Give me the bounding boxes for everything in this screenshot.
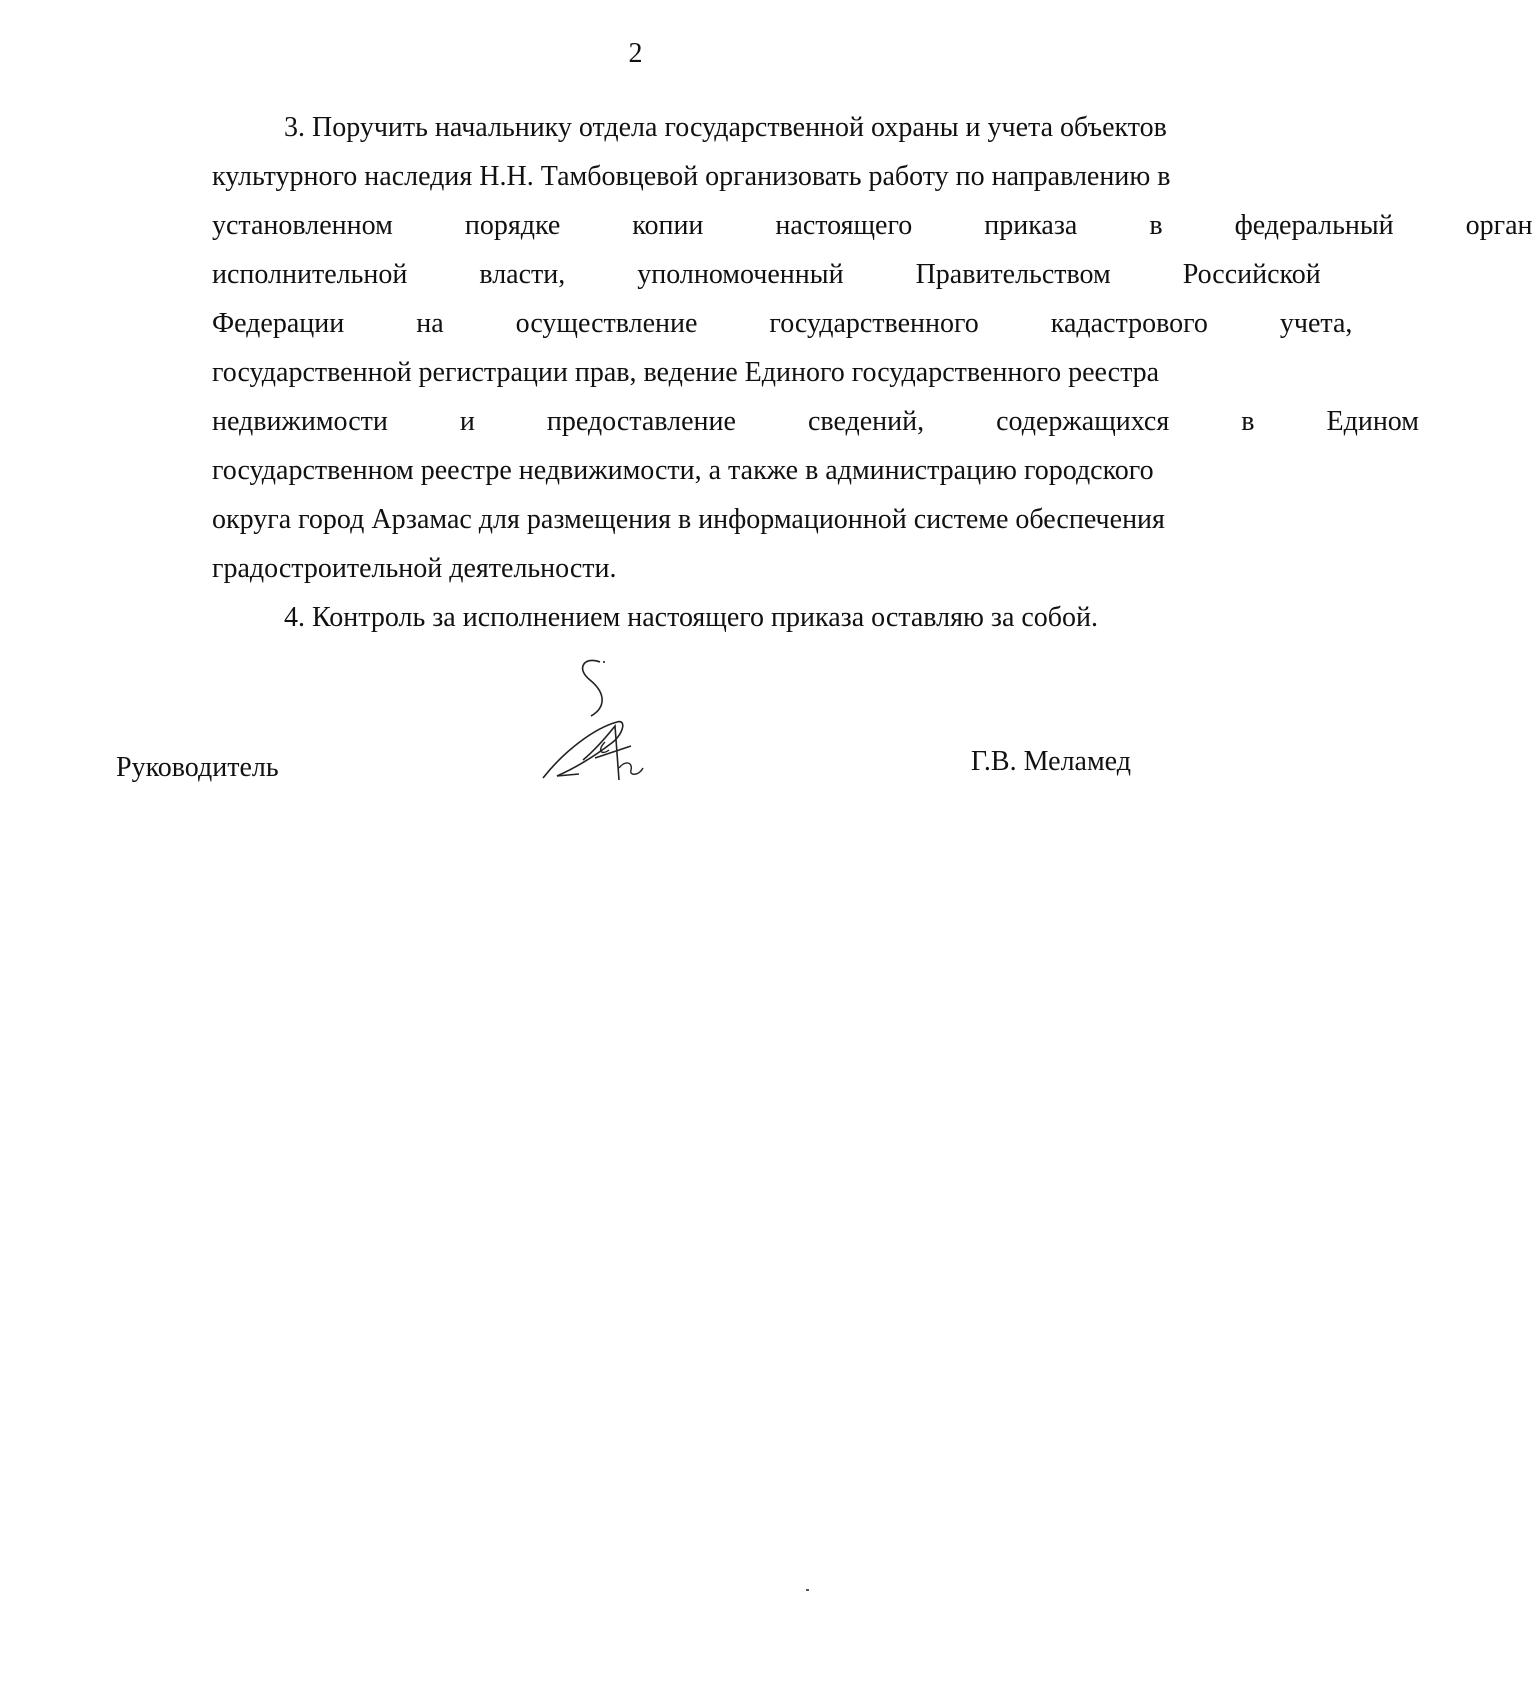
paragraph-3-line: округа город Арзамас для размещения в информационной системе обеспечения bbox=[212, 504, 1165, 535]
paragraph-3-word: исполнительной bbox=[212, 259, 408, 290]
paragraph-3-word: сведений, bbox=[807, 406, 925, 437]
signature-block bbox=[116, 738, 1131, 798]
paragraph-3-word: предоставление bbox=[546, 406, 736, 437]
paragraph-3-word: учета, bbox=[1279, 308, 1353, 339]
paragraph-4 bbox=[140, 593, 1129, 642]
paragraph-4-text: 4. Контроль за исполнением настоящего приказа оставляю за собой. bbox=[284, 602, 1099, 633]
paragraph-3-word: Едином bbox=[1326, 406, 1419, 437]
paragraph-3-word: осуществление bbox=[515, 308, 698, 339]
paragraph-3-word: приказа bbox=[984, 210, 1078, 241]
paragraph-3 bbox=[140, 103, 1533, 593]
paragraph-3-line bbox=[140, 299, 1353, 348]
paragraph-3-word: установленном bbox=[212, 210, 393, 241]
paragraph-3-line bbox=[140, 250, 1321, 299]
signatory-title: Руководитель bbox=[116, 752, 279, 783]
paragraph-3-word: Правительством bbox=[915, 259, 1111, 290]
paragraph-3-word: Федерации bbox=[212, 308, 345, 339]
paragraph-3-line: 3. Поручить начальнику отдела государственной охраны и учета объектов bbox=[284, 112, 1167, 143]
paragraph-3-line: градостроительной деятельности. bbox=[212, 553, 617, 584]
paragraph-3-word: недвижимости bbox=[212, 406, 388, 437]
paragraph-3-word: содержащихся bbox=[996, 406, 1170, 437]
paragraph-3-line: государственной регистрации прав, ведение Единого государственного реестра bbox=[212, 357, 1160, 388]
paragraph-3-line: государственном реестре недвижимости, а также в администрацию городского bbox=[212, 455, 1154, 486]
paragraph-3-word: уполномоченный bbox=[637, 259, 844, 290]
paragraph-3-line bbox=[140, 201, 1533, 250]
scan-artifact-dot bbox=[806, 1589, 809, 1591]
paragraph-3-word: в bbox=[1149, 210, 1163, 241]
paragraph-3-word: настоящего bbox=[775, 210, 913, 241]
signatory-name: Г.В. Меламед bbox=[970, 746, 1131, 777]
document-body bbox=[140, 103, 1533, 642]
page-number: 2 bbox=[628, 38, 643, 69]
paragraph-3-word: в bbox=[1241, 406, 1255, 437]
paragraph-3-word: кадастрового bbox=[1050, 308, 1208, 339]
paragraph-3-word: Российской bbox=[1182, 259, 1321, 290]
paragraph-3-word: государственного bbox=[769, 308, 979, 339]
paragraph-3-word: орган bbox=[1465, 210, 1533, 241]
paragraph-3-word: порядке bbox=[464, 210, 561, 241]
paragraph-3-word: и bbox=[459, 406, 475, 437]
paragraph-3-line bbox=[140, 397, 1419, 446]
paragraph-3-word: на bbox=[416, 308, 444, 339]
paragraph-3-word: федеральный bbox=[1234, 210, 1394, 241]
paragraph-3-word: копии bbox=[632, 210, 704, 241]
paragraph-3-line: культурного наследия Н.Н. Тамбовцевой организовать работу по направлению в bbox=[212, 161, 1171, 192]
paragraph-3-word: власти, bbox=[479, 259, 566, 290]
